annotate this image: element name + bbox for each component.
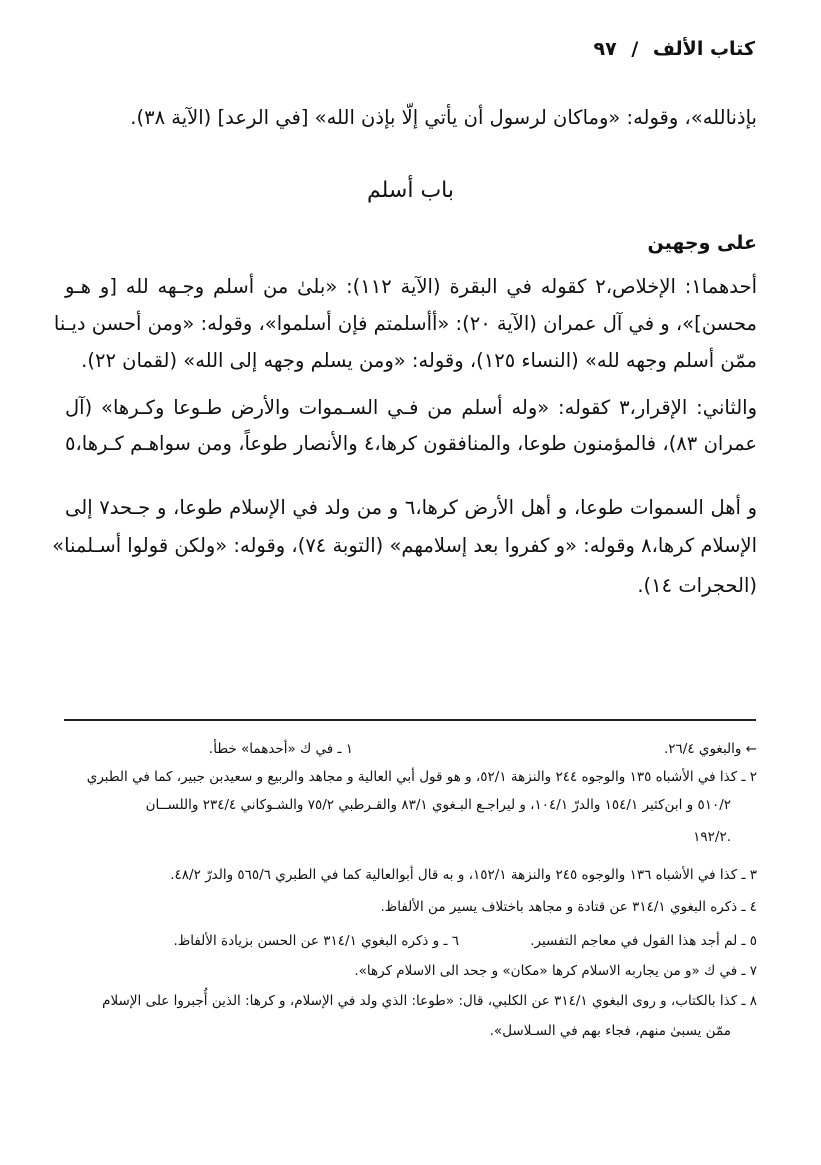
- footnote-8-line: ممّن يسبىٰ منهم، فجاء بهم في السـلاسل».: [489, 1023, 731, 1039]
- footnote-continuation: ← والبغوي ٢٦/٤.: [663, 741, 757, 757]
- body-line: عمران ٨٣)، فالمؤمنون طوعا، والمنافقون كرها،٤ والأنصار طوعاً، ومن سواهـم كـرها،٥: [65, 432, 757, 455]
- footnote-8-line: ٨ ـ كذا بالكتاب، و روى البغوي ٣١٤/١ عن الكلبي، قال: «طوعا: الذي ولد في الإسلام، و كرها: الذين أُجبروا على الإسلام: [102, 993, 757, 1009]
- footnote-7: ٧ ـ في ك «و من يجاربه الاسلام كرها «مكان» و جحد الى الاسلام كرها».: [354, 963, 757, 979]
- footnote-2-line: ٢ ـ كذا في الأشباه ١٣٥ والوجوه ٢٤٤ والنزهة ٥٢/١، و هو قول أبي العالية و مجاهد والربيع و سعيدبن جبير، كما في الطبري: [86, 769, 757, 785]
- footnote-1: ١ ـ في ك «أحدهما» خطأ.: [208, 741, 353, 757]
- footnote-2-line: ٥١٠/٢ و ابن‌كثير ١٥٤/١ والدرّ ١٠٤/١، و ليراجـع البـغوي ٨٣/١ والقـرطبي ٧٥/٢ والشـوكاني ٢٣٤/٤ واللســان: [145, 797, 731, 813]
- footnote-3: ٣ ـ كذا في الأشباه ١٣٦ والوجوه ٢٤٥ والنزهة ١٥٢/١، و به قال أبوالعالية كما في الطبري ٥٦٥/٦ والدرّ ٤٨/٢.: [170, 867, 757, 883]
- body-line: الإسلام كرها،٨ وقوله: «و كفروا بعد إسلامهم» (التوبة ٧٤)، وقوله: «ولكن قولوا أسـلمنا»: [52, 534, 757, 557]
- footnote-6: ٦ ـ و ذكره البغوي ٣١٤/١ عن الحسن بزيادة الألفاظ.: [173, 933, 459, 949]
- body-line: (الحجرات ١٤).: [637, 574, 757, 597]
- intro-line: بإذنالله»، وقوله: «وماكان لرسول أن يأتي إلّا بإذن الله» [في الرعد] (الآية ٣٨).: [130, 106, 757, 129]
- footnote-2-line: ١٩٢/٢.: [693, 829, 731, 845]
- running-header: [65, 38, 755, 60]
- section-title: باب أسلم: [366, 178, 454, 203]
- body-line: أحدهما١: الإخلاص،٢ كقوله في البقرة (الآية ١١٢): «بلىٰ من أسلم وجـهه لله [و هـو: [65, 275, 757, 298]
- footnote-4: ٤ ـ ذكره البغوي ٣١٤/١ عن قتادة و مجاهد باختلاف يسير من الألفاظ.: [380, 899, 757, 915]
- body-line: محسن]»، و في آل عمران (الآية ٢٠): «أأسلمتم فإن أسلموا»، وقوله: «ومن أحسن ديـنا: [53, 312, 757, 335]
- book-title: كتاب الألف: [652, 38, 755, 60]
- header-separator: /: [631, 38, 639, 60]
- page-number: ٩٧: [593, 38, 617, 60]
- subheading: على وجهين: [647, 232, 757, 254]
- footnote-5: ٥ ـ لم أجد هذا القول في معاجم التفسير.: [530, 933, 757, 949]
- body-line: و أهل السموات طوعا، و أهل الأرض كرها،٦ و من ولد في الإسلام طوعا، و جـحد٧ إلى: [65, 496, 758, 519]
- body-line: والثاني: الإقرار،٣ كقوله: «وله أسلم من فـي السـموات والأرض طـوعا وكـرها» (آل: [65, 396, 757, 419]
- footnote-divider: [64, 719, 756, 721]
- body-line: ممّن أسلم وجهه لله» (النساء ١٢٥)، وقوله: «ومن يسلم وجهه إلى الله» (لقمان ٢٢).: [81, 349, 757, 372]
